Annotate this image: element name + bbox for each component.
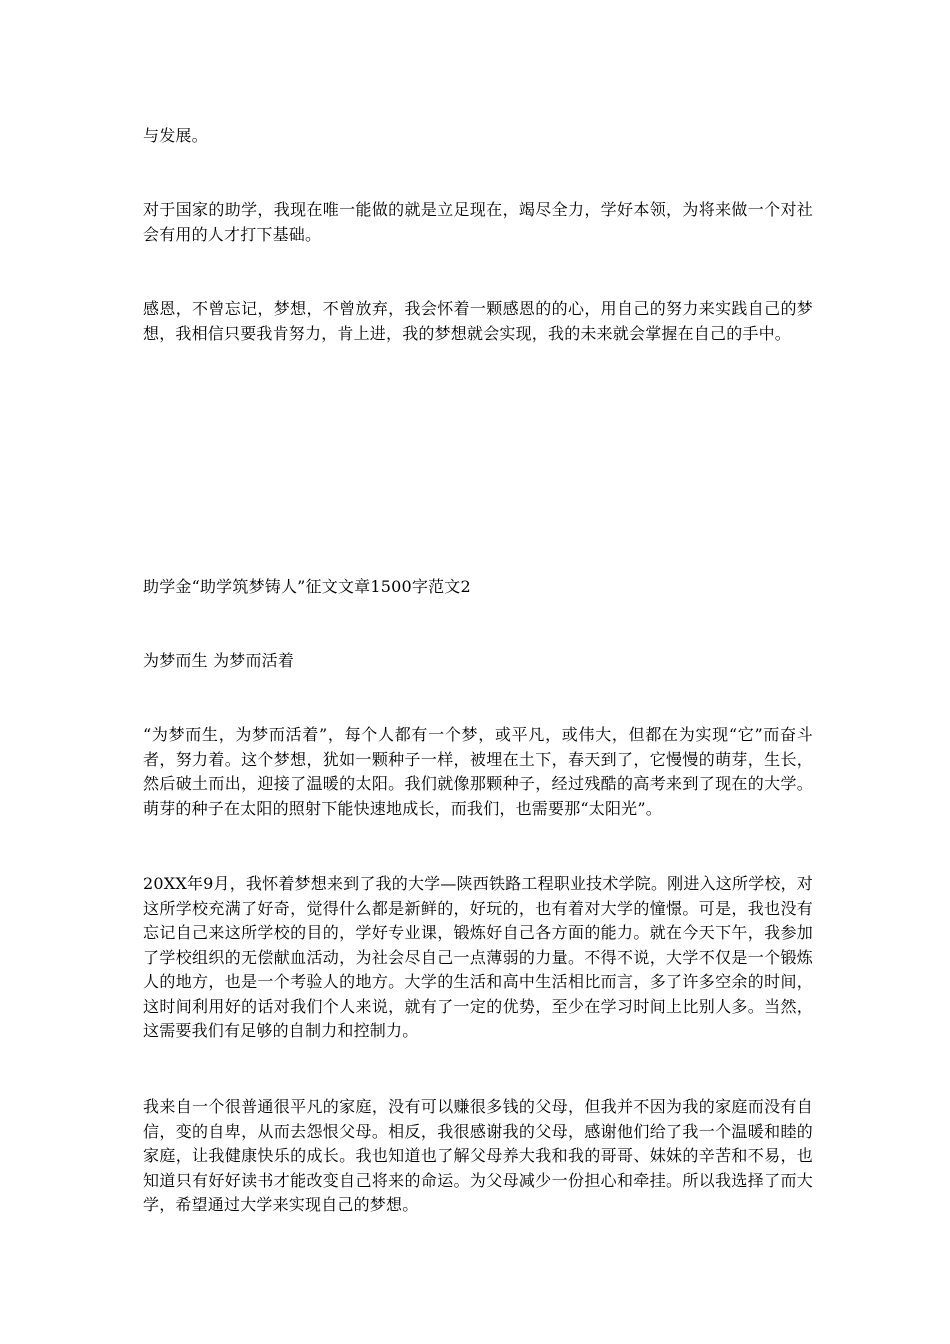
paragraph-university: 20XX年9月，我怀着梦想来到了我的大学—陕西铁路工程职业技术学院。刚进入这所学校，对这所学校充满了好奇，觉得什么都是新鲜的，好玩的，也有着对大学的憧憬。可是，我也没有忘记自己来这所学校的目的，学好专业课，锻炼好自己各方面的能力。就在今天下午，我参加了学校组织的无偿献血活动，为社会尽自己一点薄弱的力量。不得不说，大学不仅是一个锻炼人的地方，也是一个考验人的地方。大学的生活和高中生活相比而言，多了许多空余的时间，这时间利用好的话对我们个人来说，就有了一定的优势，至少在学习时间上比别人多。当然，这需要我们有足够的自制力和控制力。 (143, 874, 813, 1040)
essay-subtitle: 为梦而生 为梦而活着 (143, 651, 295, 670)
paragraph-national-aid: 对于国家的助学，我现在唯一能做的就是立足现在，竭尽全力，学好本领，为将来做一个对社会有用的人才打下基础。 (143, 200, 813, 244)
paragraph-continuation: 与发展。 (143, 126, 208, 145)
essay-title: 助学金“助学筑梦铸人”征文文章1500字范文2 (143, 577, 471, 596)
paragraph-family: 我来自一个很普通很平凡的家庭，没有可以赚很多钱的父母，但我并不因为我的家庭而没有自信，变的自卑，从而去怨恨父母。相反，我很感谢我的父母，感谢他们给了我一个温暖和睦的家庭，让我健康快乐的成长。我也知道也了解父母养大我和我的哥哥、妹妹的辛苦和不易，也知道只有好好读书才能改变自己将来的命运。为父母减少一份担心和牵挂。所以我选择了而大学，希望通过大学来实现自己的梦想。 (143, 1097, 813, 1214)
paragraph-gratitude: 感恩，不曾忘记，梦想，不曾放弃，我会怀着一颗感恩的的心，用自己的努力来实践自己的梦想，我相信只要我肯努力，肯上进，我的梦想就会实现，我的未来就会掌握在自己的手中。 (143, 299, 813, 343)
paragraph-dream-seed: “为梦而生，为梦而活着”，每个人都有一个梦，或平凡，或伟大，但都在为实现“它”而奋斗者，努力着。这个梦想，犹如一颗种子一样，被埋在土下，春天到了，它慢慢的萌芽，生长，然后破土而出，迎接了温暖的太阳。我们就像那颗种子，经过残酷的高考来到了现在的大学。萌芽的种子在太阳的照射下能快速地成长，而我们，也需要那“太阳光”。 (143, 725, 813, 818)
